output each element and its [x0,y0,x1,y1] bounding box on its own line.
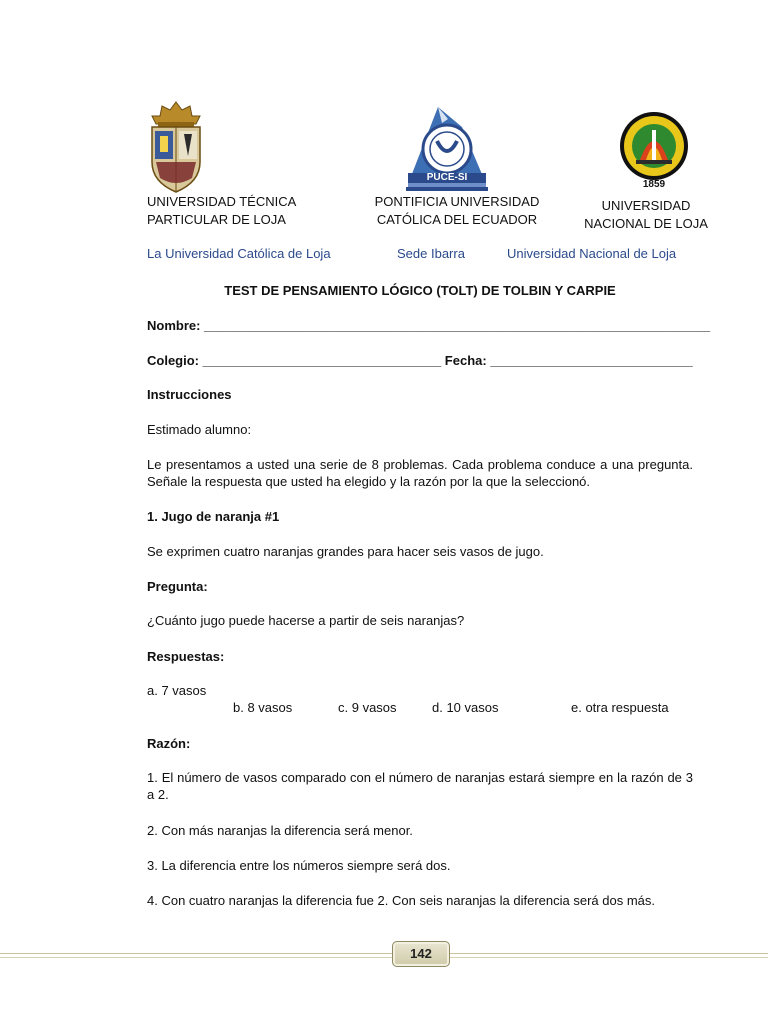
greeting: Estimado alumno: [147,422,252,437]
unl-logo [610,110,698,190]
university-name-puce [362,193,552,229]
answer-option-a: a. 7 vasos [147,683,207,698]
question-label: Pregunta: [147,579,208,594]
page-number: 142 [392,941,450,967]
university-name-line2: CATÓLICA DEL ECUADOR [376,212,538,227]
university-name-line1: UNIVERSIDAD [601,198,691,213]
university-name-line2: PARTICULAR DE LOJA [147,212,286,227]
intro-paragraph: Le presentamos a usted una serie de 8 problemas. Cada problema conduce a una pregunta. Señale la respuesta que usted ha elegido y la razón por la que la seleccionó. [147,457,693,489]
answers-label: Respuestas: [147,649,225,664]
answer-option-b: b. 8 vasos [233,700,293,715]
colegio-fecha-field: Colegio: _________________________________ Fecha: ____________________________ [147,353,693,368]
footer-rule-secondary [0,957,768,958]
problem-statement: Se exprimen cuatro naranjas grandes para hacer seis vasos de jugo. [147,544,544,559]
reason-item-2: 2. Con más naranjas la diferencia será menor. [147,823,413,838]
utpl-logo [146,100,206,195]
answer-option-d: d. 10 vasos [432,700,499,715]
nombre-field: Nombre: ______________________________________________________________________ [147,318,711,333]
university-name-line2: NACIONAL DE LOJA [584,216,708,231]
reason-item-4: 4. Con cuatro naranjas la diferencia fue 2. Con seis naranjas la diferencia será dos más. [147,893,656,908]
problem-heading: 1. Jugo de naranja #1 [147,509,280,524]
reason-item-3: 3. La diferencia entre los números siempre será dos. [147,858,451,873]
reason-item-1: 1. El número de vasos comparado con el número de naranjas estará siempre en la razón de 3 a 2. [147,770,693,802]
instructions-heading: Instrucciones [147,387,232,402]
answer-option-c: c. 9 vasos [338,700,397,715]
university-name-line1: UNIVERSIDAD TÉCNICA [147,194,297,209]
footer-rule [0,953,768,954]
question-text: ¿Cuánto jugo puede hacerse a partir de seis naranjas? [147,613,465,628]
university-subtitle-utpl: La Universidad Católica de Loja [147,246,331,261]
document-title: TEST DE PENSAMIENTO LÓGICO (TOLT) DE TOLBIN Y CARPIE [224,283,616,298]
university-name-unl [574,197,718,233]
unl-logo-year: 1859 [642,179,666,190]
puce-si-logo-text: PUCE-SI [426,172,468,183]
university-name-line1: PONTIFICIA UNIVERSIDAD [374,194,540,209]
university-subtitle-unl: Universidad Nacional de Loja [507,246,677,261]
reason-label: Razón: [147,736,191,751]
answer-option-e: e. otra respuesta [571,700,669,715]
university-subtitle-puce: Sede Ibarra [397,246,465,261]
university-name-utpl [147,193,296,229]
